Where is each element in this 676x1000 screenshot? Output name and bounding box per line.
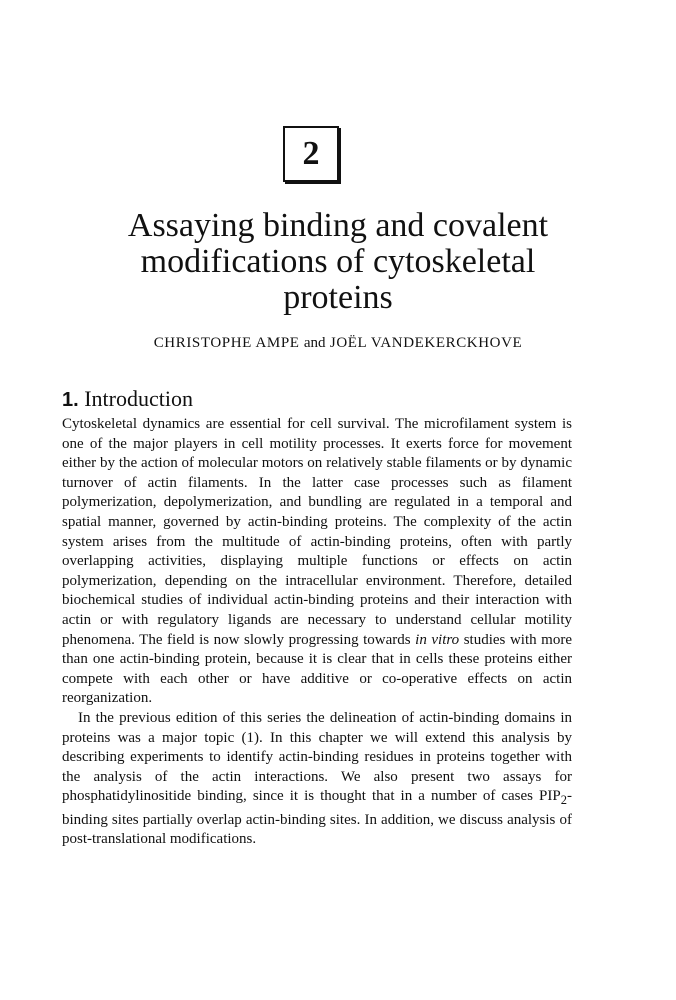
section-title: Introduction xyxy=(84,386,193,411)
chapter-title xyxy=(60,208,616,316)
chapter-title-line-2: modifications of cytoskeletal xyxy=(140,243,536,280)
paragraph-2 xyxy=(62,709,572,850)
paragraph-1-italic: in vitro xyxy=(415,631,460,648)
section-number: 1. xyxy=(62,389,79,411)
paragraph-1 xyxy=(62,415,572,709)
paragraph-1-text-a: Cytoskeletal dynamics are essential for cell survival. The microfilament system is one of the major players in cell motility processes. It exerts force for movement either by the action of molecular motors on relatively stable filaments or by dynamic turnover of actin filaments. In the latter case processes such as filament polymerization, depolymerization, and bundling are regulated in a temporal and spatial manner, governed by actin-binding proteins. The complexity of the actin system arises from the multitude of actin-binding proteins, often with partly overlapping activities, displaying multiple functions or effects on actin polymerization, depending on the intracellular environment. Therefore, detailed biochemical studies of individual actin-binding proteins and their interaction with actin or with regulatory ligands are necessary to understand cellular motility phenomena. The field is now slowly progressing towards xyxy=(62,416,572,648)
section-heading xyxy=(62,386,193,413)
paragraph-1-text-b: studies with more than one actin-binding protein, because it is clear that in cells these proteins either compete with each other or have additive or co-operative effects on actin reorganization. xyxy=(62,631,572,707)
author-line xyxy=(60,335,616,352)
chapter-title-line-1: Assaying binding and covalent xyxy=(127,207,549,244)
chapter-number-box xyxy=(283,126,339,182)
author-2: JOËL VANDEKERCKHOVE xyxy=(329,335,523,351)
paragraph-2-subscript: 2 xyxy=(560,793,567,808)
chapter-title-line-3: proteins xyxy=(283,279,393,316)
paragraph-2-text-b: -binding sites partially overlap actin-binding sites. In addition, we discuss analysis of post-translational modifications. xyxy=(62,788,572,848)
chapter-number: 2 xyxy=(302,135,320,172)
author-conjunction: and xyxy=(303,335,326,351)
author-1: CHRISTOPHE AMPE xyxy=(153,335,300,351)
body-text xyxy=(62,415,572,850)
paragraph-2-text-a: In the previous edition of this series the delineation of actin-binding domains in proteins was a major topic (1). In this chapter we will extend this analysis by describing experiments to identify actin-binding residues in proteins together with the analysis of the actin interactions. We also present two assays for phosphatidylinositide binding, since it is thought that in a number of cases PIP xyxy=(62,709,572,805)
